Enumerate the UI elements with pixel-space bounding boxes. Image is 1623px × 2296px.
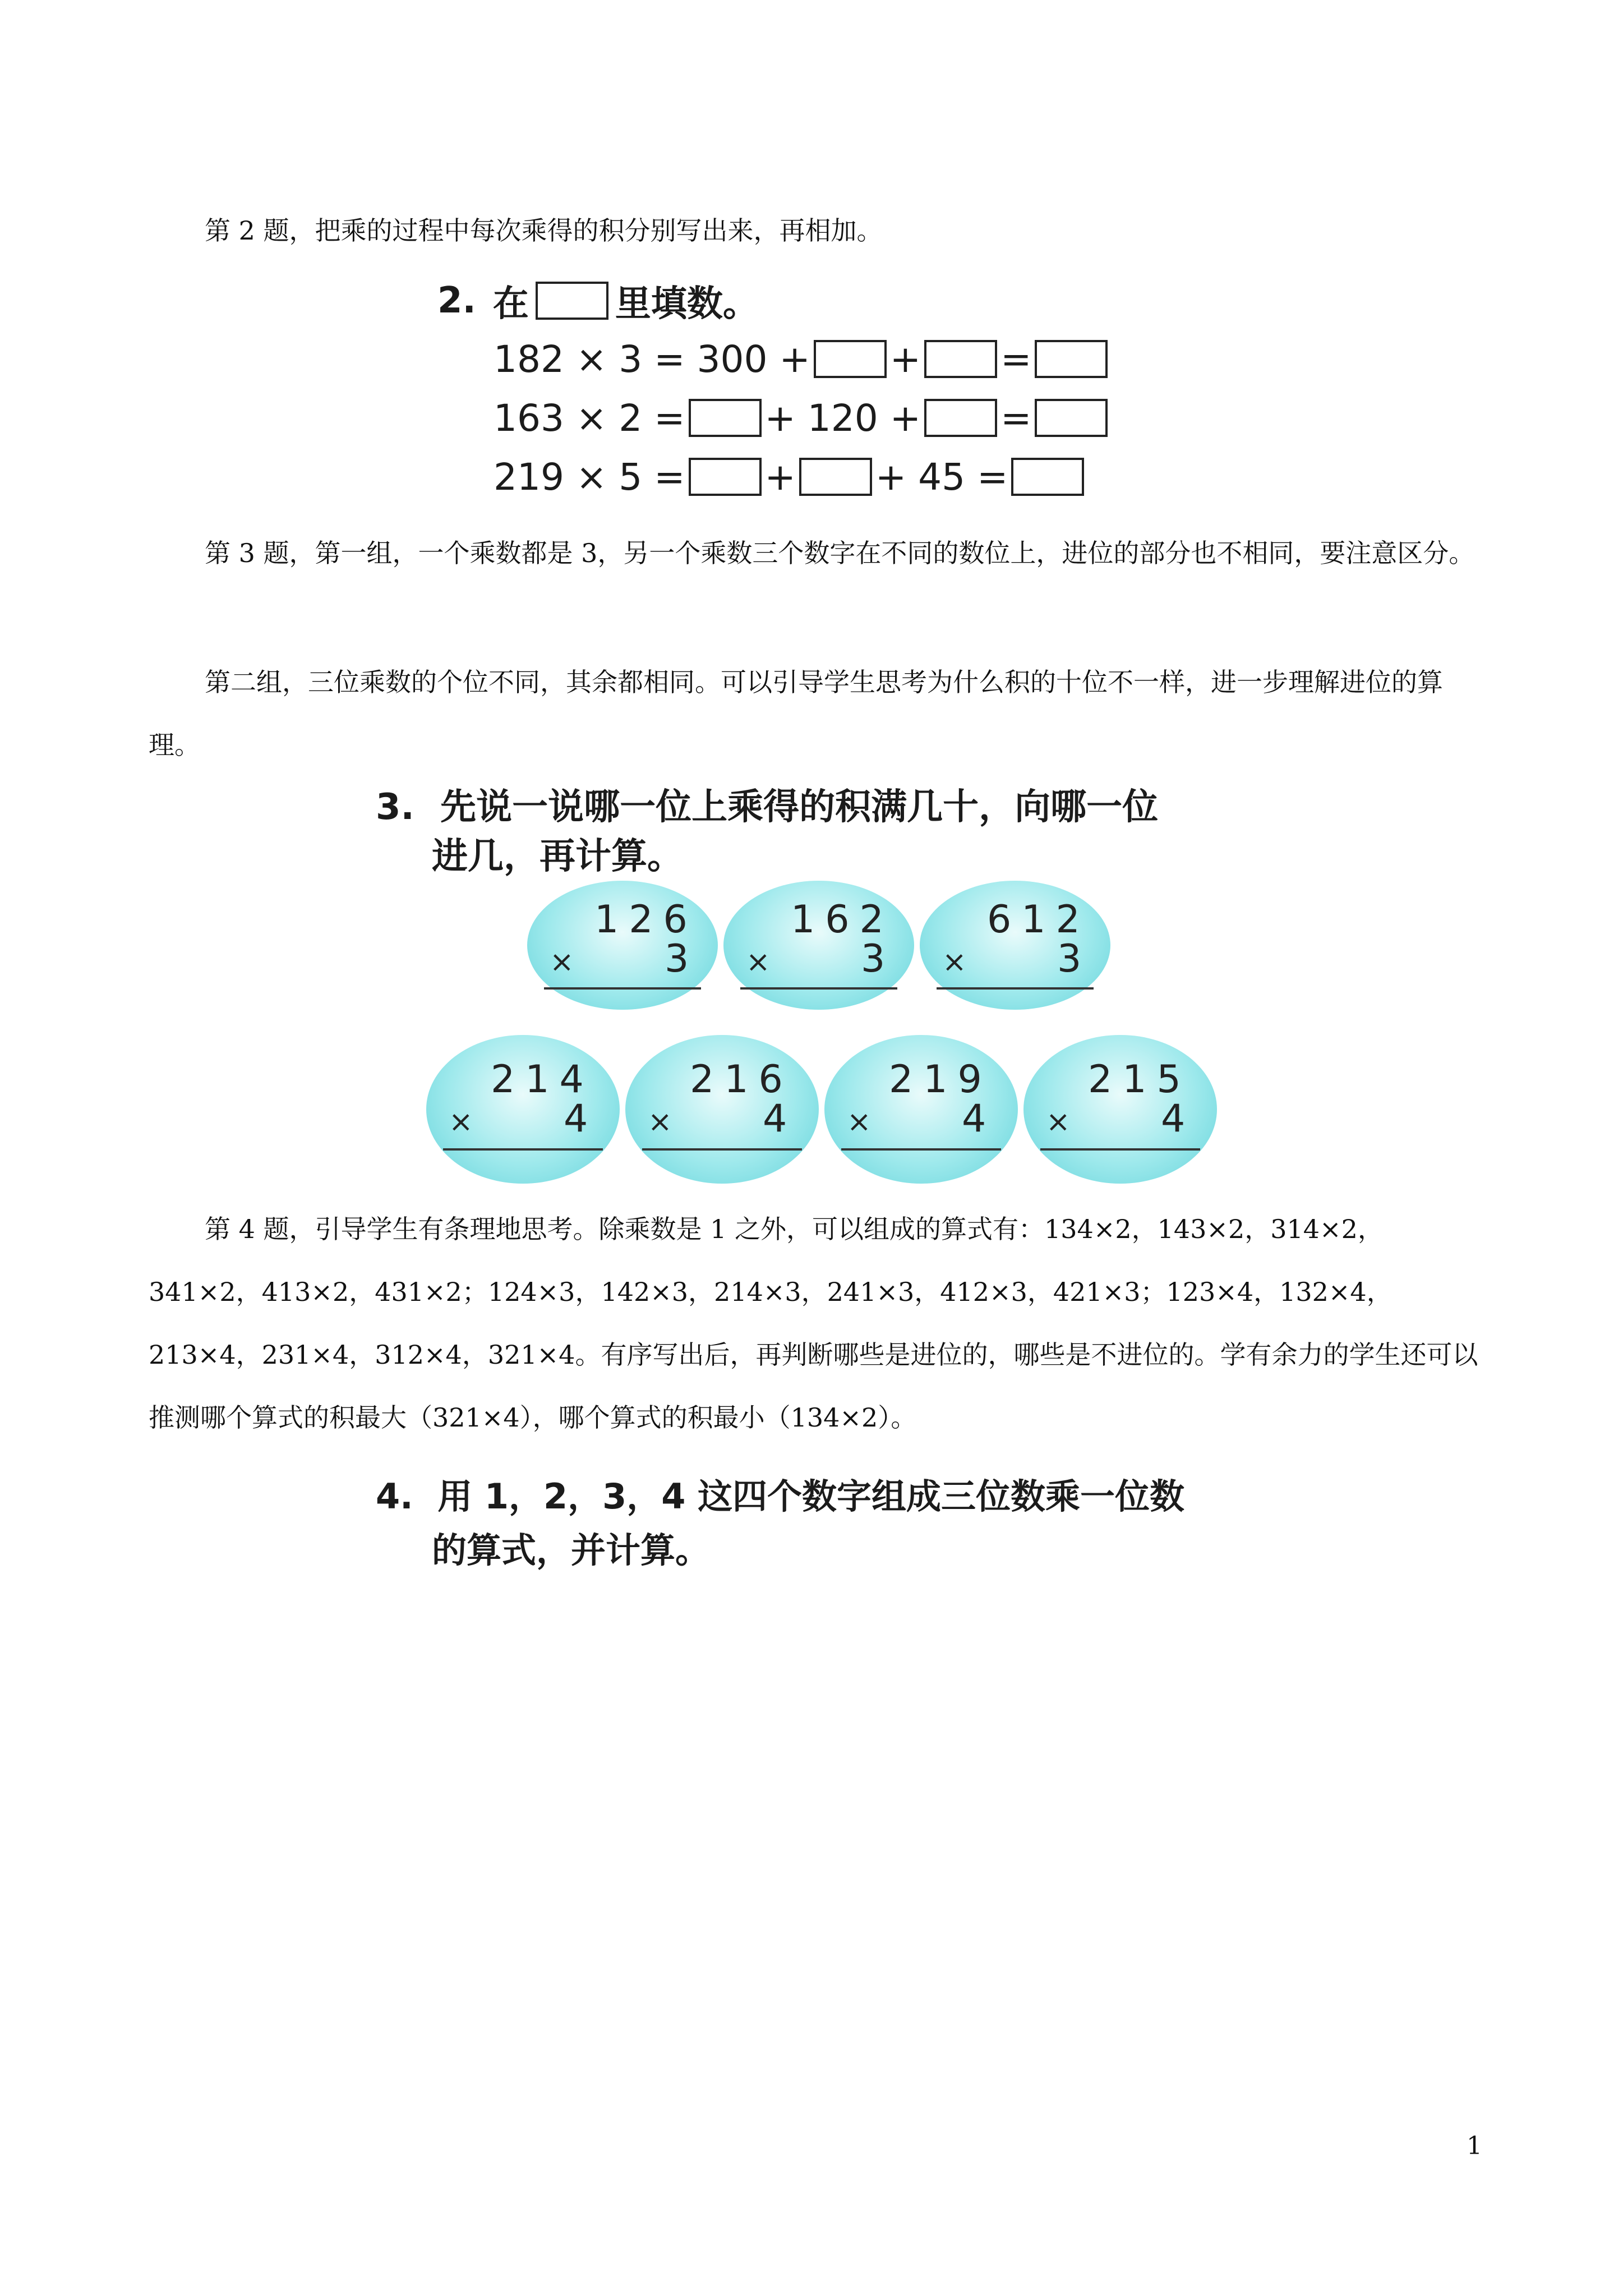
answer-box[interactable] (799, 458, 872, 496)
answer-box[interactable] (1035, 340, 1108, 378)
multiplication-bubble (723, 881, 914, 1010)
times-sign: × (746, 945, 771, 979)
equation-text: + (889, 337, 921, 381)
exercise-3-number: 3. (376, 786, 414, 828)
blank-box-legend (536, 282, 608, 320)
equation-text: 182 × 3 = 300 + (494, 337, 810, 381)
answer-box[interactable] (689, 399, 762, 437)
result-line (937, 987, 1094, 990)
multiplier: 4 (564, 1097, 588, 1141)
exercise-4-figure (376, 1470, 1273, 1582)
exercise-4-number: 4. (376, 1476, 413, 1517)
multiplication-bubble (824, 1035, 1018, 1184)
exercise-2-title (437, 275, 759, 326)
exercise-4-title-line-1: 用 1，2，3，4 这四个数字组成三位数乘一位数 (437, 1476, 1185, 1517)
times-sign: × (648, 1105, 672, 1139)
multiplier: 3 (665, 937, 689, 981)
multiplication-bubble (426, 1035, 620, 1184)
multiplicand: 162 (791, 898, 894, 942)
multiplicand: 612 (987, 898, 1090, 942)
equation-text: + (764, 455, 796, 499)
multiplier: 4 (763, 1097, 787, 1141)
equation-text: 163 × 2 = (494, 396, 685, 440)
times-sign: × (942, 945, 967, 979)
answer-box[interactable] (1011, 458, 1084, 496)
result-line (841, 1148, 1001, 1151)
multiplicand: 219 (889, 1057, 992, 1102)
multiplicand: 216 (690, 1057, 793, 1102)
paragraph-problem-3-group-1: 第 3 题，第一组，一个乘数都是 3，另一个乘数三个数字在不同的数位上，进位的部分也不相同，要注意区分。 (205, 538, 1475, 568)
paragraph-problem-2: 第 2 题，把乘的过程中每次乘得的积分别写出来，再相加。 (205, 215, 883, 246)
exercise-2-number: 2. (437, 280, 476, 321)
page-number: 1 (1467, 2132, 1482, 2160)
multiplication-bubble (920, 881, 1110, 1010)
multiplication-bubble (1023, 1035, 1217, 1184)
equation-text: + 45 = (875, 455, 1008, 499)
equation-row-1 (494, 334, 1111, 384)
paragraph-problem-4: 第 4 题，引导学生有条理地思考。除乘数是 1 之外，可以组成的算式有：134×2，143×2，314×2，341×2，413×2，431×2；124×3，142×3，214×3，241×3，412×3，421×3；123×4，132×4，213×4，231×4，312×4，321×4。有序写出后，再判断哪些是进位的，哪些是不进位的。学有余力的学生还可以推测哪个算式的积最大（321×4），哪个算式的积最小（134×2）。 (149, 1214, 1478, 1433)
exercise-4-title-line-2: 的算式，并计算。 (432, 1530, 711, 1571)
result-line (544, 987, 701, 990)
multiplication-bubble (527, 881, 718, 1010)
equation-row-3 (494, 452, 1087, 502)
multiplicand: 214 (491, 1057, 594, 1102)
times-sign: × (550, 945, 574, 979)
equation-row-2 (494, 393, 1111, 443)
equation-text: 219 × 5 = (494, 455, 685, 499)
exercise-2-title-a: 在 (492, 283, 529, 325)
answer-box[interactable] (1035, 399, 1108, 437)
exercise-3-title-line-1: 先说一说哪一位上乘得的积满几十，向哪一位 (440, 786, 1159, 828)
exercise-2-title-b: 里填数。 (615, 283, 759, 325)
result-line (443, 1148, 603, 1151)
answer-box[interactable] (689, 458, 762, 496)
answer-box[interactable] (814, 340, 887, 378)
exercise-3-figure (365, 780, 1273, 1195)
multiplier: 3 (861, 937, 886, 981)
paragraph-problem-3-group-2: 第二组，三位乘数的个位不同，其余都相同。可以引导学生思考为什么积的十位不一样，进一步理解进位的算理。 (149, 667, 1443, 760)
multiplicand: 126 (594, 898, 698, 942)
result-line (642, 1148, 802, 1151)
times-sign: × (1046, 1105, 1071, 1139)
multiplication-bubble (625, 1035, 819, 1184)
multiplier: 4 (1161, 1097, 1186, 1141)
equation-text: = (1000, 396, 1032, 440)
answer-box[interactable] (924, 399, 997, 437)
multiplicand: 215 (1088, 1057, 1191, 1102)
answer-box[interactable] (924, 340, 997, 378)
result-line (1040, 1148, 1200, 1151)
result-line (740, 987, 897, 990)
equation-text: + 120 + (764, 396, 921, 440)
times-sign: × (847, 1105, 872, 1139)
times-sign: × (449, 1105, 473, 1139)
exercise-2-figure (426, 264, 1122, 510)
multiplier: 3 (1057, 937, 1082, 981)
exercise-3-title (376, 783, 1158, 881)
multiplier: 4 (962, 1097, 986, 1141)
equation-text: = (1000, 337, 1032, 381)
exercise-3-title-line-2: 进几，再计算。 (432, 836, 683, 877)
